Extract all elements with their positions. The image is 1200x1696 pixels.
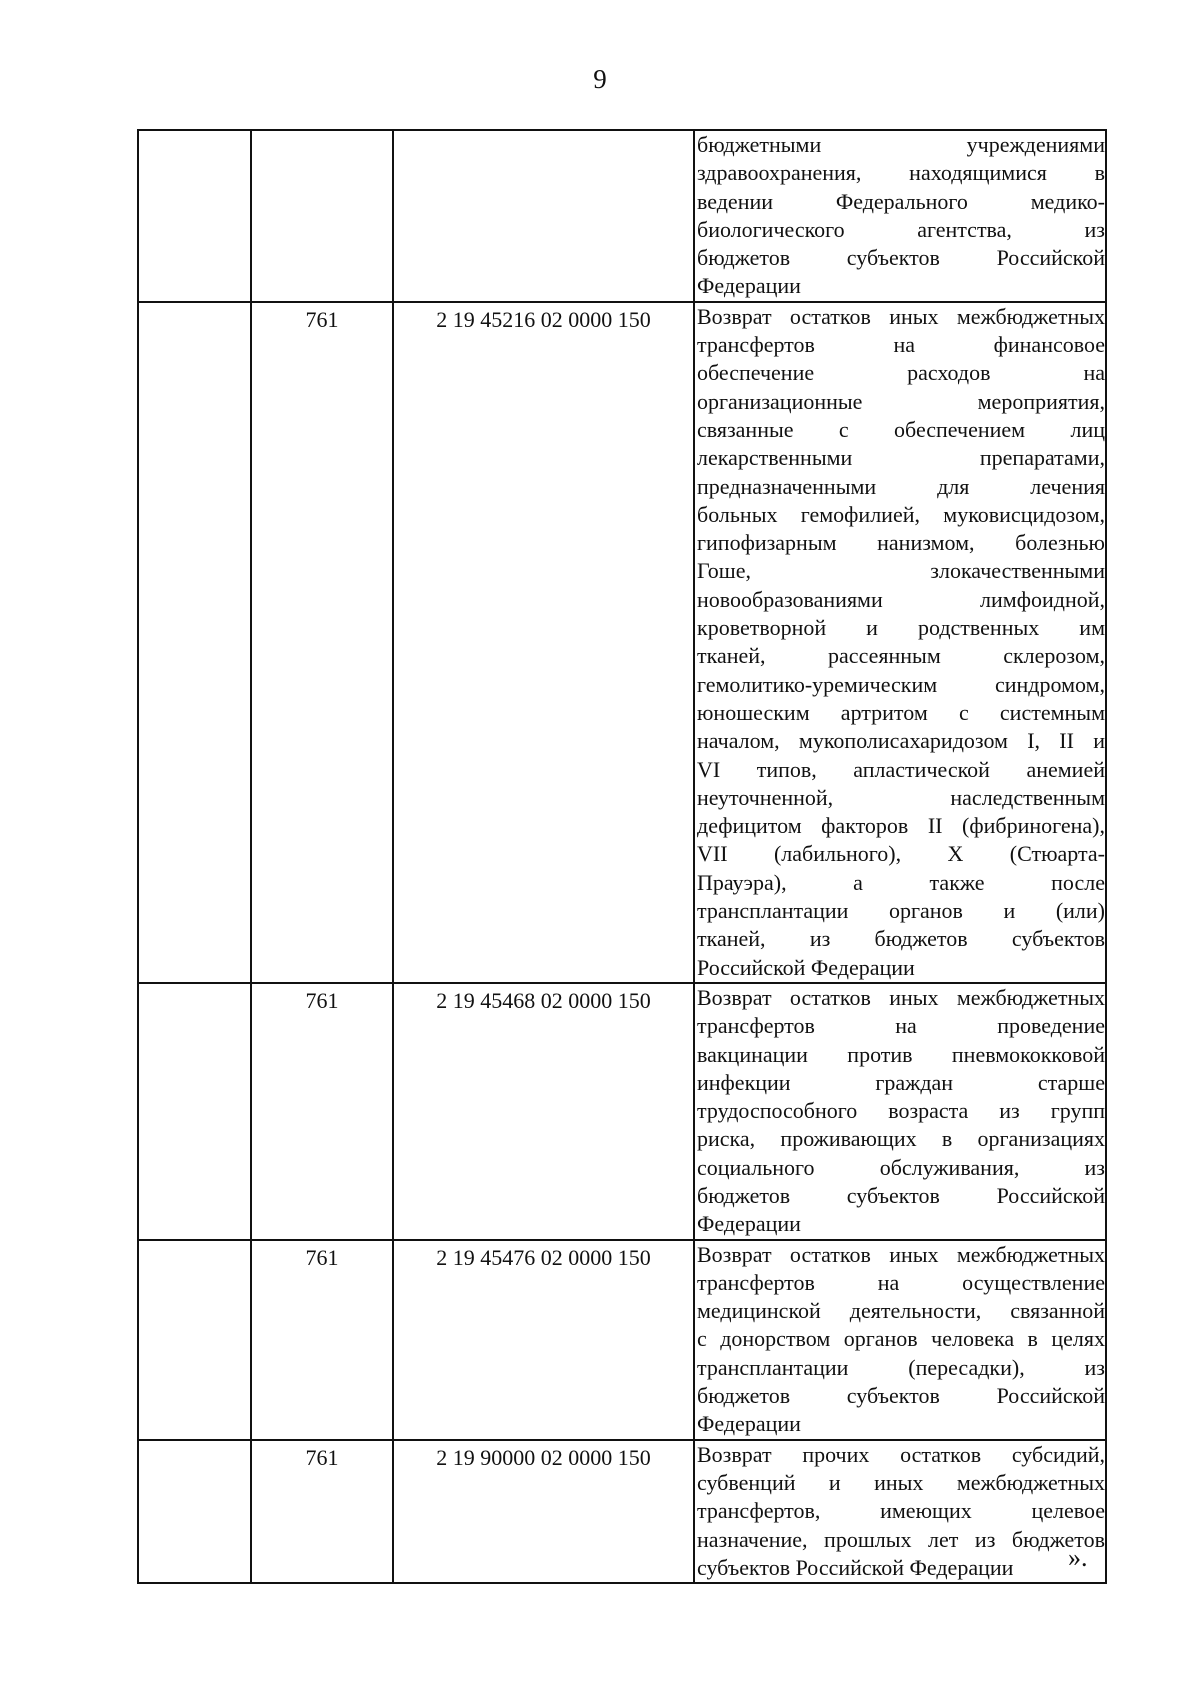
description-line: тканей, из бюджетов субъектов: [697, 926, 1105, 952]
description-line: субъектов Российской Федерации: [697, 1554, 1014, 1580]
description-line: трансфертов на осуществление: [697, 1269, 1105, 1295]
description-line: назначение, прошлых лет из бюджетов: [697, 1526, 1105, 1552]
table-row: [138, 1240, 1106, 1440]
description-line: Возврат остатков иных межбюджетных: [697, 303, 1105, 329]
description-line: Федерации: [697, 1411, 801, 1437]
description-line: Возврат остатков иных межбюджетных: [697, 984, 1105, 1010]
description-line: вакцинации против пневмококковой: [697, 1041, 1105, 1067]
description-line: ведении Федерального медико-: [697, 188, 1105, 214]
description-line: Федерации: [697, 273, 801, 299]
description-line: связанные с обеспечением лиц: [697, 416, 1105, 442]
empty-cell: [138, 1440, 251, 1583]
table-row: [138, 1440, 1106, 1583]
description-line: кроветворной и родственных им: [697, 615, 1105, 641]
empty-cell: [138, 983, 251, 1240]
description-line: Гоше, злокачественными: [697, 558, 1105, 584]
admin-code-cell: 761: [251, 1440, 393, 1583]
description-line: больных гемофилией, муковисцидозом,: [697, 501, 1105, 527]
empty-cell: [138, 302, 251, 983]
admin-code-cell: [251, 130, 393, 302]
admin-code-cell: 761: [251, 1240, 393, 1440]
description-line: дефицитом факторов II (фибриногена),: [697, 813, 1105, 839]
description-line: гипофизарным нанизмом, болезнью: [697, 530, 1105, 556]
description-line: риска, проживающих в организациях: [697, 1126, 1105, 1152]
budget-code-cell: [393, 130, 694, 302]
description-line: обеспечение расходов на: [697, 360, 1105, 386]
description-line: гемолитико-уремическим синдромом,: [697, 671, 1105, 697]
budget-code-cell: 2 19 45216 02 0000 150: [393, 302, 694, 983]
description-line: началом, мукополисахаридозом I, II и: [697, 728, 1105, 754]
description-line: бюджетными учреждениями: [697, 132, 1105, 157]
admin-code-cell: 761: [251, 983, 393, 1240]
description-line: медицинской деятельности, связанной: [697, 1298, 1105, 1324]
description-line: Возврат прочих остатков субсидий,: [697, 1441, 1105, 1467]
description-line: социального обслуживания, из: [697, 1154, 1105, 1180]
budget-codes-table: [137, 129, 1107, 1584]
description-line: трансплантации органов и (или): [697, 898, 1105, 924]
description-cell: [694, 1440, 1106, 1583]
empty-cell: [138, 1240, 251, 1440]
closing-quote-mark: ».: [1068, 1543, 1088, 1572]
description-line: неуточненной, наследственным: [697, 784, 1105, 810]
description-line: бюджетов субъектов Российской: [697, 1182, 1105, 1208]
budget-code-cell: 2 19 90000 02 0000 150: [393, 1440, 694, 1583]
empty-cell: [138, 130, 251, 302]
budget-code-cell: 2 19 45476 02 0000 150: [393, 1240, 694, 1440]
description-line: VII (лабильного), X (Стюарта-: [697, 841, 1105, 867]
page-number: 9: [593, 64, 607, 94]
description-line: инфекции граждан старше: [697, 1069, 1105, 1095]
description-line: Возврат остатков иных межбюджетных: [697, 1241, 1105, 1267]
description-line: биологического агентства, из: [697, 216, 1105, 242]
description-line: новообразованиями лимфоидной,: [697, 586, 1105, 612]
description-line: Прауэра), а также после: [697, 869, 1105, 895]
description-line: VI типов, апластической анемией: [697, 756, 1105, 782]
description-line: организационные мероприятия,: [697, 388, 1105, 414]
description-cell: [694, 302, 1106, 983]
table-row: [138, 983, 1106, 1240]
description-cell: [694, 983, 1106, 1240]
admin-code-cell: 761: [251, 302, 393, 983]
description-line: юношеским артритом с системным: [697, 699, 1105, 725]
table-row: [138, 302, 1106, 983]
description-line: Федерации: [697, 1211, 801, 1237]
description-cell: [694, 130, 1106, 302]
budget-code-cell: 2 19 45468 02 0000 150: [393, 983, 694, 1240]
description-line: трансфертов на проведение: [697, 1013, 1105, 1039]
description-cell: [694, 1240, 1106, 1440]
description-line: трансплантации (пересадки), из: [697, 1354, 1105, 1380]
description-line: лекарственными препаратами,: [697, 445, 1105, 471]
description-line: бюджетов субъектов Российской: [697, 1383, 1105, 1409]
description-line: здравоохранения, находящимися в: [697, 160, 1105, 186]
description-line: бюджетов субъектов Российской: [697, 245, 1105, 271]
description-line: трансфертов на финансовое: [697, 332, 1105, 358]
table-row: [138, 130, 1106, 302]
description-line: Российской Федерации: [697, 954, 915, 980]
description-line: с донорством органов человека в целях: [697, 1326, 1105, 1352]
description-line: тканей, рассеянным склерозом,: [697, 643, 1105, 669]
description-line: предназначенными для лечения: [697, 473, 1105, 499]
table-body: [138, 130, 1106, 1583]
description-line: трудоспособного возраста из групп: [697, 1098, 1105, 1124]
description-line: трансфертов, имеющих целевое: [697, 1498, 1105, 1524]
description-line: субвенций и иных межбюджетных: [697, 1469, 1105, 1495]
